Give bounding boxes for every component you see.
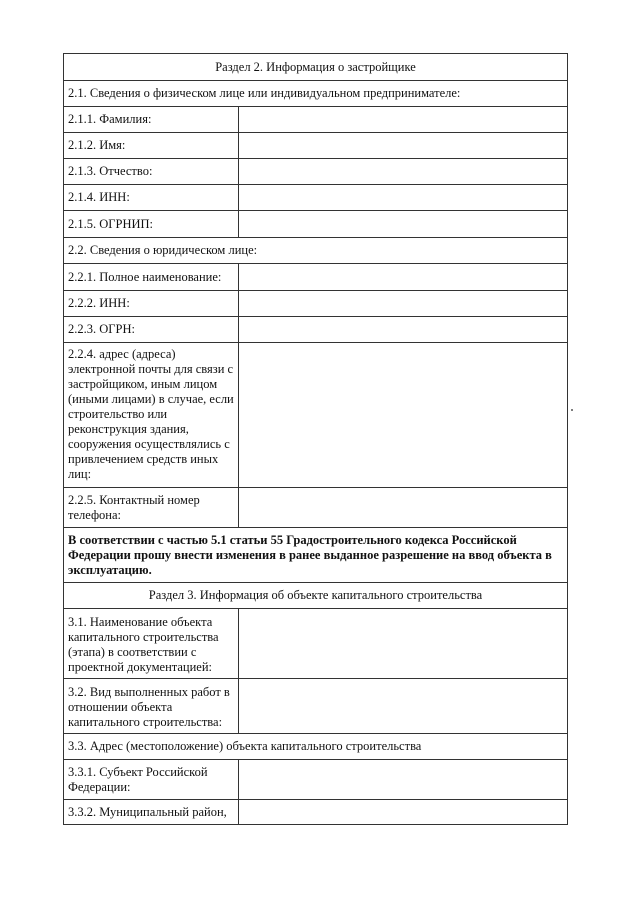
table-row [64,760,568,800]
field-label-work-type: 3.2. Вид выполненных работ в отношении объекта капитального строительства: [64,679,239,734]
table-row [64,343,568,488]
field-value-ogrnip[interactable] [239,211,568,238]
field-value-work-type[interactable] [239,679,568,734]
field-value-municipal-district[interactable] [239,800,568,825]
table-row [64,211,568,238]
table-row [64,159,568,185]
field-label-inn-individual: 2.1.4. ИНН: [64,185,239,211]
field-label-object-name: 3.1. Наименование объекта капитального строительства (этапа) в соответствии с проектной документацией: [64,609,239,679]
field-label-ogrnip: 2.1.5. ОГРНИП: [64,211,239,238]
table-row [64,609,568,679]
field-value-subject[interactable] [239,760,568,800]
legal-heading: 2.2. Сведения о юридическом лице: [64,238,568,264]
table-row [64,488,568,528]
section3-title-row [64,583,568,609]
permit-amendment-form [63,53,568,825]
field-label-email: 2.2.4. адрес (адреса) электронной почты для связи с застройщиком, иным лицом (иными лицами) в случае, если строительство или реконструкция здания, сооружения осуществлялись с привлечением средств иных лиц: [64,343,239,488]
individual-heading: 2.1. Сведения о физическом лице или индивидуальном предпринимателе: [64,81,568,107]
table-row [64,133,568,159]
field-value-patronymic[interactable] [239,159,568,185]
individual-heading-row [64,81,568,107]
field-value-name[interactable] [239,133,568,159]
field-value-inn-legal[interactable] [239,291,568,317]
table-row [64,185,568,211]
table-row [64,264,568,291]
stray-mark [571,409,573,411]
field-label-inn-legal: 2.2.2. ИНН: [64,291,239,317]
request-statement: В соответствии с частью 5.1 статьи 55 Градостроительного кодекса Российской Федерации прошу внести изменения в ранее выданное разрешение на ввод объекта в эксплуатацию. [64,528,568,583]
address-heading-row [64,734,568,760]
table-row [64,679,568,734]
field-label-phone: 2.2.5. Контактный номер телефона: [64,488,239,528]
table-row [64,107,568,133]
field-label-name: 2.1.2. Имя: [64,133,239,159]
section2-title: Раздел 2. Информация о застройщике [64,54,568,81]
field-value-phone[interactable] [239,488,568,528]
field-value-ogrn[interactable] [239,317,568,343]
field-value-object-name[interactable] [239,609,568,679]
field-value-email[interactable] [239,343,568,488]
field-label-full-name: 2.2.1. Полное наименование: [64,264,239,291]
field-label-subject: 3.3.1. Субъект Российской Федерации: [64,760,239,800]
section2-title-row [64,54,568,81]
table-row [64,317,568,343]
field-label-ogrn: 2.2.3. ОГРН: [64,317,239,343]
table-row [64,800,568,825]
field-label-patronymic: 2.1.3. Отчество: [64,159,239,185]
field-label-surname: 2.1.1. Фамилия: [64,107,239,133]
field-value-surname[interactable] [239,107,568,133]
legal-heading-row [64,238,568,264]
address-heading: 3.3. Адрес (местоположение) объекта капитального строительства [64,734,568,760]
section3-title: Раздел 3. Информация об объекте капитального строительства [64,583,568,609]
request-statement-row [64,528,568,583]
field-value-inn-individual[interactable] [239,185,568,211]
table-row [64,291,568,317]
field-value-full-name[interactable] [239,264,568,291]
field-label-municipal-district: 3.3.2. Муниципальный район, [64,800,239,825]
